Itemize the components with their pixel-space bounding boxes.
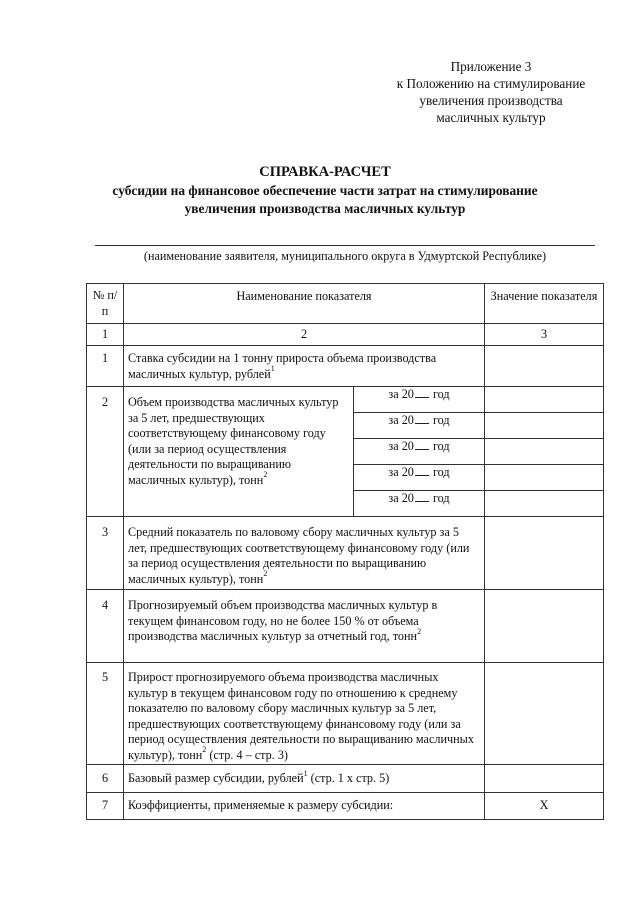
row-text: Базовый размер субсидии, рублей$^1$ (стр. 1 х стр. 5)	[124, 765, 485, 793]
calculation-table	[86, 283, 604, 820]
row-value	[485, 517, 604, 590]
row-value	[485, 765, 604, 793]
appendix-line-4: масличных культур	[436, 110, 546, 125]
row-value	[485, 590, 604, 663]
title-line-1: СПРАВКА-РАСЧЕТ	[259, 164, 391, 180]
title-line-2: субсидии на финансовое обеспечение части затрат на стимулирование	[112, 183, 538, 198]
year-label: за 20 год	[354, 387, 485, 413]
row-num: 1	[87, 346, 124, 387]
index-cell-2: 2	[124, 324, 485, 346]
row-text: Ставка субсидии на 1 тонну прироста объема производства масличных культур, рублей$^1$	[124, 346, 485, 387]
appendix-reference	[360, 58, 622, 126]
header-value: Значение показателя	[485, 284, 604, 324]
row-value	[485, 387, 604, 413]
row-text: Коэффициенты, применяемые к размеру субсидии:	[124, 793, 485, 820]
table-row	[87, 793, 604, 820]
header-num: № п/п	[87, 284, 124, 324]
year-label: за 20 год	[354, 465, 485, 491]
table-row	[87, 765, 604, 793]
row-text: Прирост прогнозируемого объема производства масличных культур в текущем финансовом году по отношению к среднему показателю по валовому сбору масличных культур за 5 лет, предшествующих соответствующему финансовому году (или за период осуществления деятельности по выращиванию масличных культур), тонн$^2$ (стр. 4 – стр. 3)	[124, 663, 485, 765]
year-label: за 20 год	[354, 413, 485, 439]
table-row	[87, 517, 604, 590]
header-name: Наименование показателя	[124, 284, 485, 324]
year-label: за 20 год	[354, 491, 485, 517]
applicant-caption: (наименование заявителя, муниципального округа в Удмуртской Республике)	[143, 249, 547, 263]
row-value	[485, 413, 604, 439]
row-text: Средний показатель по валовому сбору масличных культур за 5 лет, предшествующих соответствующему финансовому году (или за период осуществления деятельности по выращиванию масличных культур), тонн$^2$	[124, 517, 485, 590]
row-num: 2	[87, 387, 124, 517]
table-row	[87, 346, 604, 387]
appendix-line-3: увеличения производства	[419, 93, 563, 108]
title-line-3: увеличения производства масличных культур	[184, 201, 466, 216]
table-row	[87, 590, 604, 663]
table-row	[87, 387, 604, 413]
index-cell-1: 1	[87, 324, 124, 346]
row-value: Х	[485, 793, 604, 820]
document-title	[60, 163, 590, 218]
appendix-line-2: к Положению на стимулирование	[396, 76, 586, 91]
row-text: Объем производства масличных культур за 5 лет, предшествующих соответствующему финансовому году (или за период осуществления деятельности по выращиванию масличных культур), тонн$^2$	[124, 387, 354, 517]
table-row	[87, 663, 604, 765]
table-index-row	[87, 324, 604, 346]
appendix-line-1: Приложение 3	[450, 59, 532, 74]
row-num: 7	[87, 793, 124, 820]
row-num: 3	[87, 517, 124, 590]
table-header-row	[87, 284, 604, 324]
row-value	[485, 663, 604, 765]
row-num: 5	[87, 663, 124, 765]
row-value	[485, 346, 604, 387]
applicant-name-line	[95, 245, 595, 246]
row-num: 6	[87, 765, 124, 793]
row-value	[485, 491, 604, 517]
year-label: за 20 год	[354, 439, 485, 465]
index-cell-3: 3	[485, 324, 604, 346]
row-num: 4	[87, 590, 124, 663]
row-value	[485, 439, 604, 465]
row-value	[485, 465, 604, 491]
row-text: Прогнозируемый объем производства масличных культур в текущем финансовом году, но не более 150 % от объема производства масличных культур за отчетный год, тонн$^2$	[124, 590, 485, 663]
